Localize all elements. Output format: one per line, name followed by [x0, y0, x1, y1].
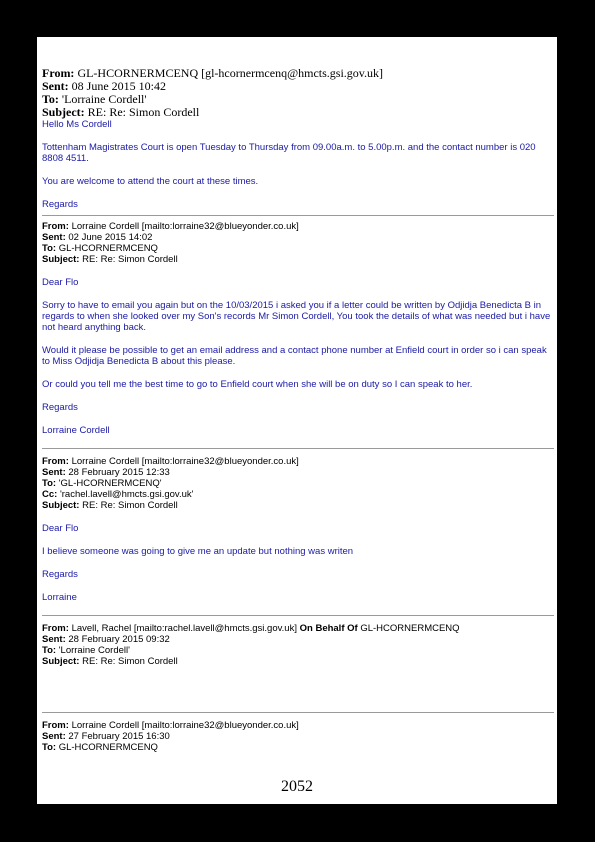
subject-label: Subject:: [42, 254, 80, 265]
to-value: GL-HCORNERMCENQ: [58, 243, 158, 254]
page-number: 2052: [281, 778, 313, 795]
email3-header: [42, 456, 554, 511]
email-thread: [42, 67, 554, 753]
body-paragraph: Would it please be possible to get an email address and a contact phone number at Enfield court in order so i can speak to Miss Odjidja Benedicta B about this please.: [42, 345, 547, 367]
subject-label: Subject:: [42, 500, 80, 511]
on-behalf-value: GL-HCORNERMCENQ: [360, 623, 460, 634]
on-behalf-label: On Behalf Of: [299, 623, 358, 634]
subject-label: Subject:: [42, 105, 85, 119]
greeting: Dear Flo: [42, 523, 79, 534]
to-label: To:: [42, 742, 57, 753]
body-paragraph: I believe someone was going to give me an update but nothing was writen: [42, 546, 354, 557]
sent-label: Sent:: [42, 634, 66, 645]
to-value: 'Lorraine Cordell': [61, 92, 147, 106]
from-value: GL-HCORNERMCENQ [gl-hcornermcenq@hmcts.gsi.gov.uk]: [77, 66, 383, 80]
to-value: GL-HCORNERMCENQ: [58, 742, 158, 753]
email2-header: [42, 221, 554, 265]
sign-off: Regards: [42, 199, 78, 210]
subject-label: Subject:: [42, 656, 80, 667]
from-value: Lorraine Cordell [mailto:lorraine32@blueyonder.co.uk]: [71, 221, 299, 232]
to-label: To:: [42, 243, 57, 254]
from-value: Lavell, Rachel [mailto:rachel.lavell@hmcts.gsi.gov.uk]: [71, 623, 297, 634]
cc-value: 'rachel.lavell@hmcts.gsi.gov.uk': [59, 489, 194, 500]
greeting: Dear Flo: [42, 277, 79, 288]
sent-label: Sent:: [42, 79, 69, 93]
sent-value: 28 February 2015 12:33: [68, 467, 170, 478]
signature: Lorraine: [42, 592, 77, 603]
sent-value: 08 June 2015 10:42: [71, 79, 167, 93]
email1-body: [42, 119, 554, 210]
document-page: [37, 37, 557, 804]
to-label: To:: [42, 478, 57, 489]
subject-value: RE: Re: Simon Cordell: [82, 254, 178, 265]
subject-value: RE: Re: Simon Cordell: [87, 105, 200, 119]
from-value: Lorraine Cordell [mailto:lorraine32@blueyonder.co.uk]: [71, 456, 299, 467]
body-paragraph: Sorry to have to email you again but on the 10/03/2015 i asked you if a letter could be written by Odjidja Benedicta B in regards to when she looked over my Son's records Mr Simon Cordell, You took the details of what was needed but i have not heard anything back.: [42, 300, 551, 333]
subject-value: RE: Re: Simon Cordell: [82, 500, 178, 511]
sent-label: Sent:: [42, 731, 66, 742]
email3-body: [42, 523, 554, 603]
sent-value: 28 February 2015 09:32: [68, 634, 170, 645]
from-label: From:: [42, 66, 75, 80]
subject-value: RE: Re: Simon Cordell: [82, 656, 178, 667]
from-label: From:: [42, 720, 69, 731]
to-value: 'Lorraine Cordell': [58, 645, 130, 656]
to-label: To:: [42, 645, 57, 656]
signature: Lorraine Cordell: [42, 425, 110, 436]
greeting: Hello Ms Cordell: [42, 119, 112, 130]
sent-label: Sent:: [42, 467, 66, 478]
sent-value: 27 February 2015 16:30: [68, 731, 170, 742]
sent-label: Sent:: [42, 232, 66, 243]
from-label: From:: [42, 456, 69, 467]
from-label: From:: [42, 623, 69, 634]
sign-off: Regards: [42, 402, 78, 413]
from-value: Lorraine Cordell [mailto:lorraine32@blueyonder.co.uk]: [71, 720, 299, 731]
body-paragraph: Tottenham Magistrates Court is open Tuesday to Thursday from 09.00a.m. to 5.00p.m. and the contact number is 020 8808 4511.: [42, 142, 536, 164]
to-label: To:: [42, 92, 59, 106]
to-value: 'GL-HCORNERMCENQ': [58, 478, 162, 489]
sign-off: Regards: [42, 569, 78, 580]
body-paragraph: You are welcome to attend the court at these times.: [42, 176, 259, 187]
from-label: From:: [42, 221, 69, 232]
email5-header: [42, 720, 554, 753]
email2-body: [42, 277, 554, 436]
email1-header: [42, 67, 554, 119]
email4-header: [42, 623, 554, 667]
cc-label: Cc:: [42, 489, 58, 500]
body-paragraph: Or could you tell me the best time to go to Enfield court when she will be on duty so I can speak to her.: [42, 379, 473, 390]
sent-value: 02 June 2015 14:02: [68, 232, 153, 243]
